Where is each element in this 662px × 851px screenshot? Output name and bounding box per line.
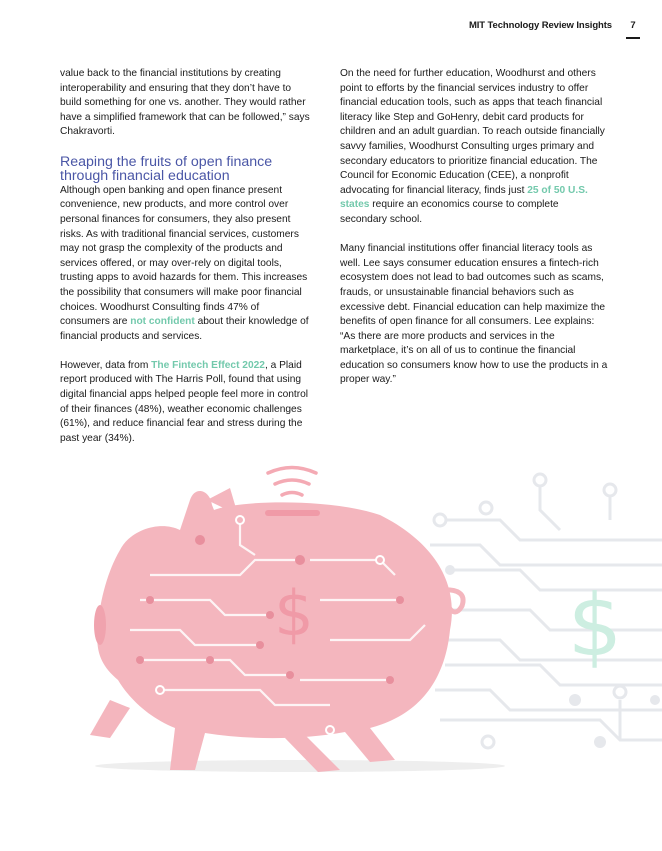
text-run: require an economics course to complete secondary school. bbox=[340, 199, 559, 225]
text-run: On the need for further education, Woodhurst and others point to efforts by the financial services industry to offer financial education tools, such as apps that teach financial literacy like Step and GoHenry, debit card products for children and an adult guardian. To reach outside financially savvy families, Woodhurst Consulting urges primary and secondary educators to prioritize financial education. The Council for Economic Education (CEE), a nonprofit advocating for financial literacy, finds just bbox=[340, 68, 605, 196]
right-column bbox=[340, 67, 608, 403]
publication-title: MIT Technology Review Insights bbox=[468, 20, 612, 31]
fintech-effect-link[interactable]: The Fintech Effect 2022 bbox=[151, 359, 265, 371]
paragraph bbox=[60, 359, 310, 447]
left-column bbox=[60, 67, 310, 461]
coin-slot bbox=[265, 510, 320, 516]
not-confident-link[interactable]: not confident bbox=[130, 316, 195, 328]
circuit-lines-icon bbox=[430, 480, 662, 740]
page-number: 7 bbox=[626, 20, 640, 39]
paragraph bbox=[340, 67, 608, 228]
dollar-sign-icon: $ bbox=[274, 577, 314, 650]
paragraph: value back to the financial institutions by creating interoperability and ensuring that they don’t have to build something for one vs. another. They would rather have a simplified framework that can be followed,” says Chakravorti. bbox=[60, 68, 310, 138]
shadow bbox=[95, 760, 505, 772]
paragraph: Many financial institutions offer financial literacy tools as well. Lee says consumer education ensures a fintech-rich ecosystem does not lead to bad outcomes such as scams, frauds, or unsustainable financial behaviors such as excessive debt. Financial education can help maximize the benefits of open finance for all consumers. Lee explains: “As there are more products and services in the marketplace, it’s on all of us to continue the financial education so consumers know how to use the products in a proper way.” bbox=[340, 243, 608, 386]
piggy-bank-illustration bbox=[0, 455, 662, 785]
paragraph bbox=[60, 184, 310, 345]
dollar-sign-icon: $ bbox=[567, 576, 623, 676]
section-heading: Reaping the fruits of open finance through financial education bbox=[60, 153, 273, 185]
wifi-signal-icon bbox=[268, 468, 316, 496]
states-link[interactable]: 25 of 50 U.S. states bbox=[340, 184, 588, 211]
text-run: , a Plaid report produced with The Harris Poll, found that using digital financial apps helped people feel more in control of their finances (48%), weather economic challenges (61%), and reduce financial fear and stress during the past year (34%). bbox=[60, 359, 309, 444]
text-run: However, data from bbox=[60, 359, 152, 371]
text-run: about their knowledge of financial products and services. bbox=[60, 316, 309, 342]
text-run: Although open banking and open finance present convenience, new products, and more control over personal finances for consumers, they also present risks. As with traditional financial services, customers may not grasp the complexity of the products and services offered, or may over-rely on digital tools, trusting apps to avoid hazards for them. This increases the possibility that consumers will make poor financial choices. Woodhurst Consulting finds 47% of consumers are bbox=[60, 184, 308, 328]
